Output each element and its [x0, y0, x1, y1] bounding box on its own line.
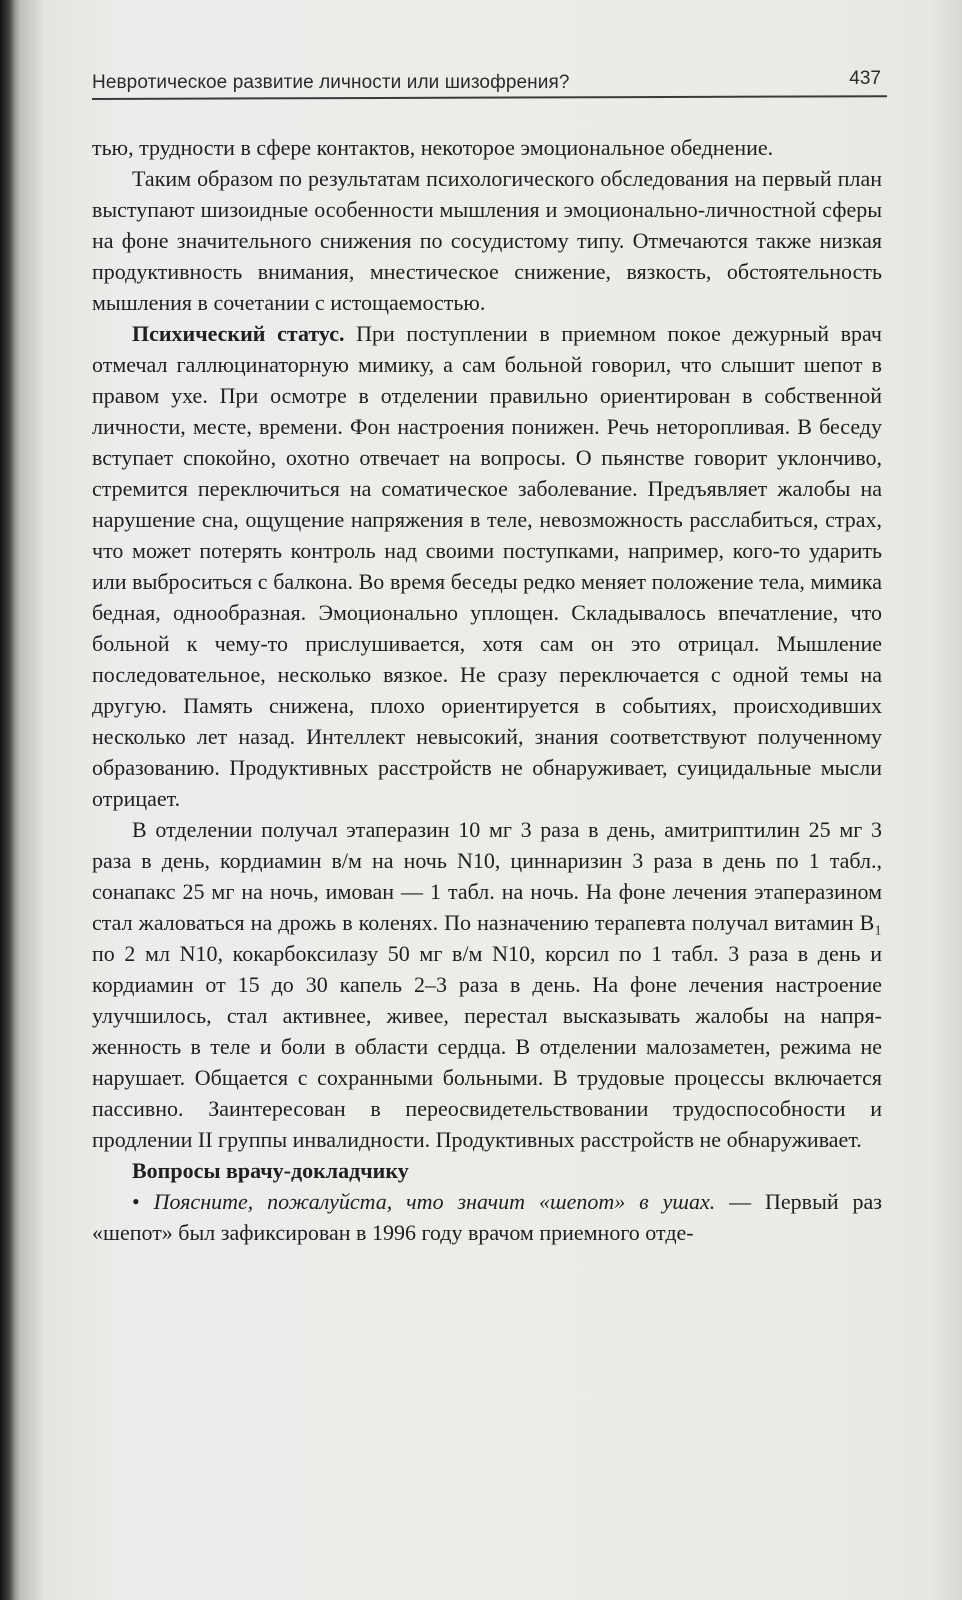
book-spine-shadow	[0, 0, 14, 1600]
running-header	[92, 64, 887, 104]
section-heading-questions: Вопросы врачу-докладчику	[132, 1158, 409, 1183]
question-text: Поясните, пожалуйста, что значит «шепот» в ушах.	[153, 1189, 716, 1214]
mental-status-heading: Психический статус.	[132, 321, 345, 346]
page-body	[92, 132, 882, 1248]
bullet-icon: •	[132, 1189, 140, 1214]
paragraph-continuation: тью, трудности в сфере контактов, некоторое эмоциональное обеднение.	[92, 135, 774, 160]
running-title: Невротическое развитие личности или шизофрения?	[92, 72, 570, 93]
paragraph-mental-status	[92, 318, 882, 814]
question-item	[92, 1186, 882, 1248]
mental-status-text: При поступлении в приемном покое дежурный врач отмечал галлюцинаторную мимику, а сам больной говорил, что слышит шепот в правом ухе. При осмотре в отделении правильно ориентирован в собственной личности, месте, времени. Фон настроения понижен. Речь неторопливая. В беседу вступает спокойно, охотно отвечает на вопросы. О пьянстве говорит уклончиво, стремится переключиться на соматическое заболевание. Предъявляет жалобы на нарушение сна, ощущение напряжения в теле, невозможность расслабиться, страх, что может потерять контроль над своими поступками, например, кого-то ударить или выброситься с балкона. Во время беседы редко меняет положение тела, мимика бедная, однообразная. Эмоционально уплощен. Складывалось впечатление, что больной к чему-то прислушивается, хотя сам он это отрицал. Мышление последовательное, несколько вязкое. Не сразу переключается с одной темы на другую. Память снижена, плохо ориентируется в событиях, происходивших несколько лет назад. Интеллект невысокий, знания соответствуют полученному образованию. Продуктивных расстройств не обнаруживает, суицидальные мысли отрицает.	[92, 321, 882, 811]
header-rule	[92, 95, 887, 100]
answer-text: — Первый раз «шепот» был зафиксирован в 1996 году врачом приемного отде-	[92, 1189, 882, 1245]
paragraph-psych-exam-summary: Таким образом по результатам психологического обследования на первый план выступают шизоидные особенности мышления и эмоционально-личностной сферы на фоне значительного снижения по сосудистому типу. Отмечаются также низкая продуктивность внимания, мнестическое снижение, вязкость, обстоятельность мышления в сочетании с истощаемостью.	[92, 166, 882, 315]
page-number: 437	[849, 68, 881, 89]
paragraph-treatment: В отделении получал этаперазин 10 мг 3 раза в день, амитриптилин 25 мг 3 раза в день, кордиамин в/м на ночь N10, циннаризин 3 раза в день по 1 табл., сонапакс 25 мг на ночь, имован — 1 табл. на ночь. На фоне лечения этаперазином стал жаловаться на дрожь в коленях. По назначению терапевта получал витамин B₁ по 2 мл N10, кокарбоксилазу 50 мг в/м N10, корсил по 1 табл. 3 раза в день и кордиамин от 15 до 30 капель 2–3 раза в день. На фоне лечения настроение улучшилось, стал активнее, живее, перестал высказывать жалобы на напряженность в теле и боли в области сердца. В отделении малозаметен, режима не нарушает. Общается с сохранными больными. В трудовые процессы включается пассивно. Заинтересован в переосвидетельствовании трудоспособности и продлении II группы инвалидности. Продуктивных расстройств не обнаруживает.	[92, 817, 882, 1152]
